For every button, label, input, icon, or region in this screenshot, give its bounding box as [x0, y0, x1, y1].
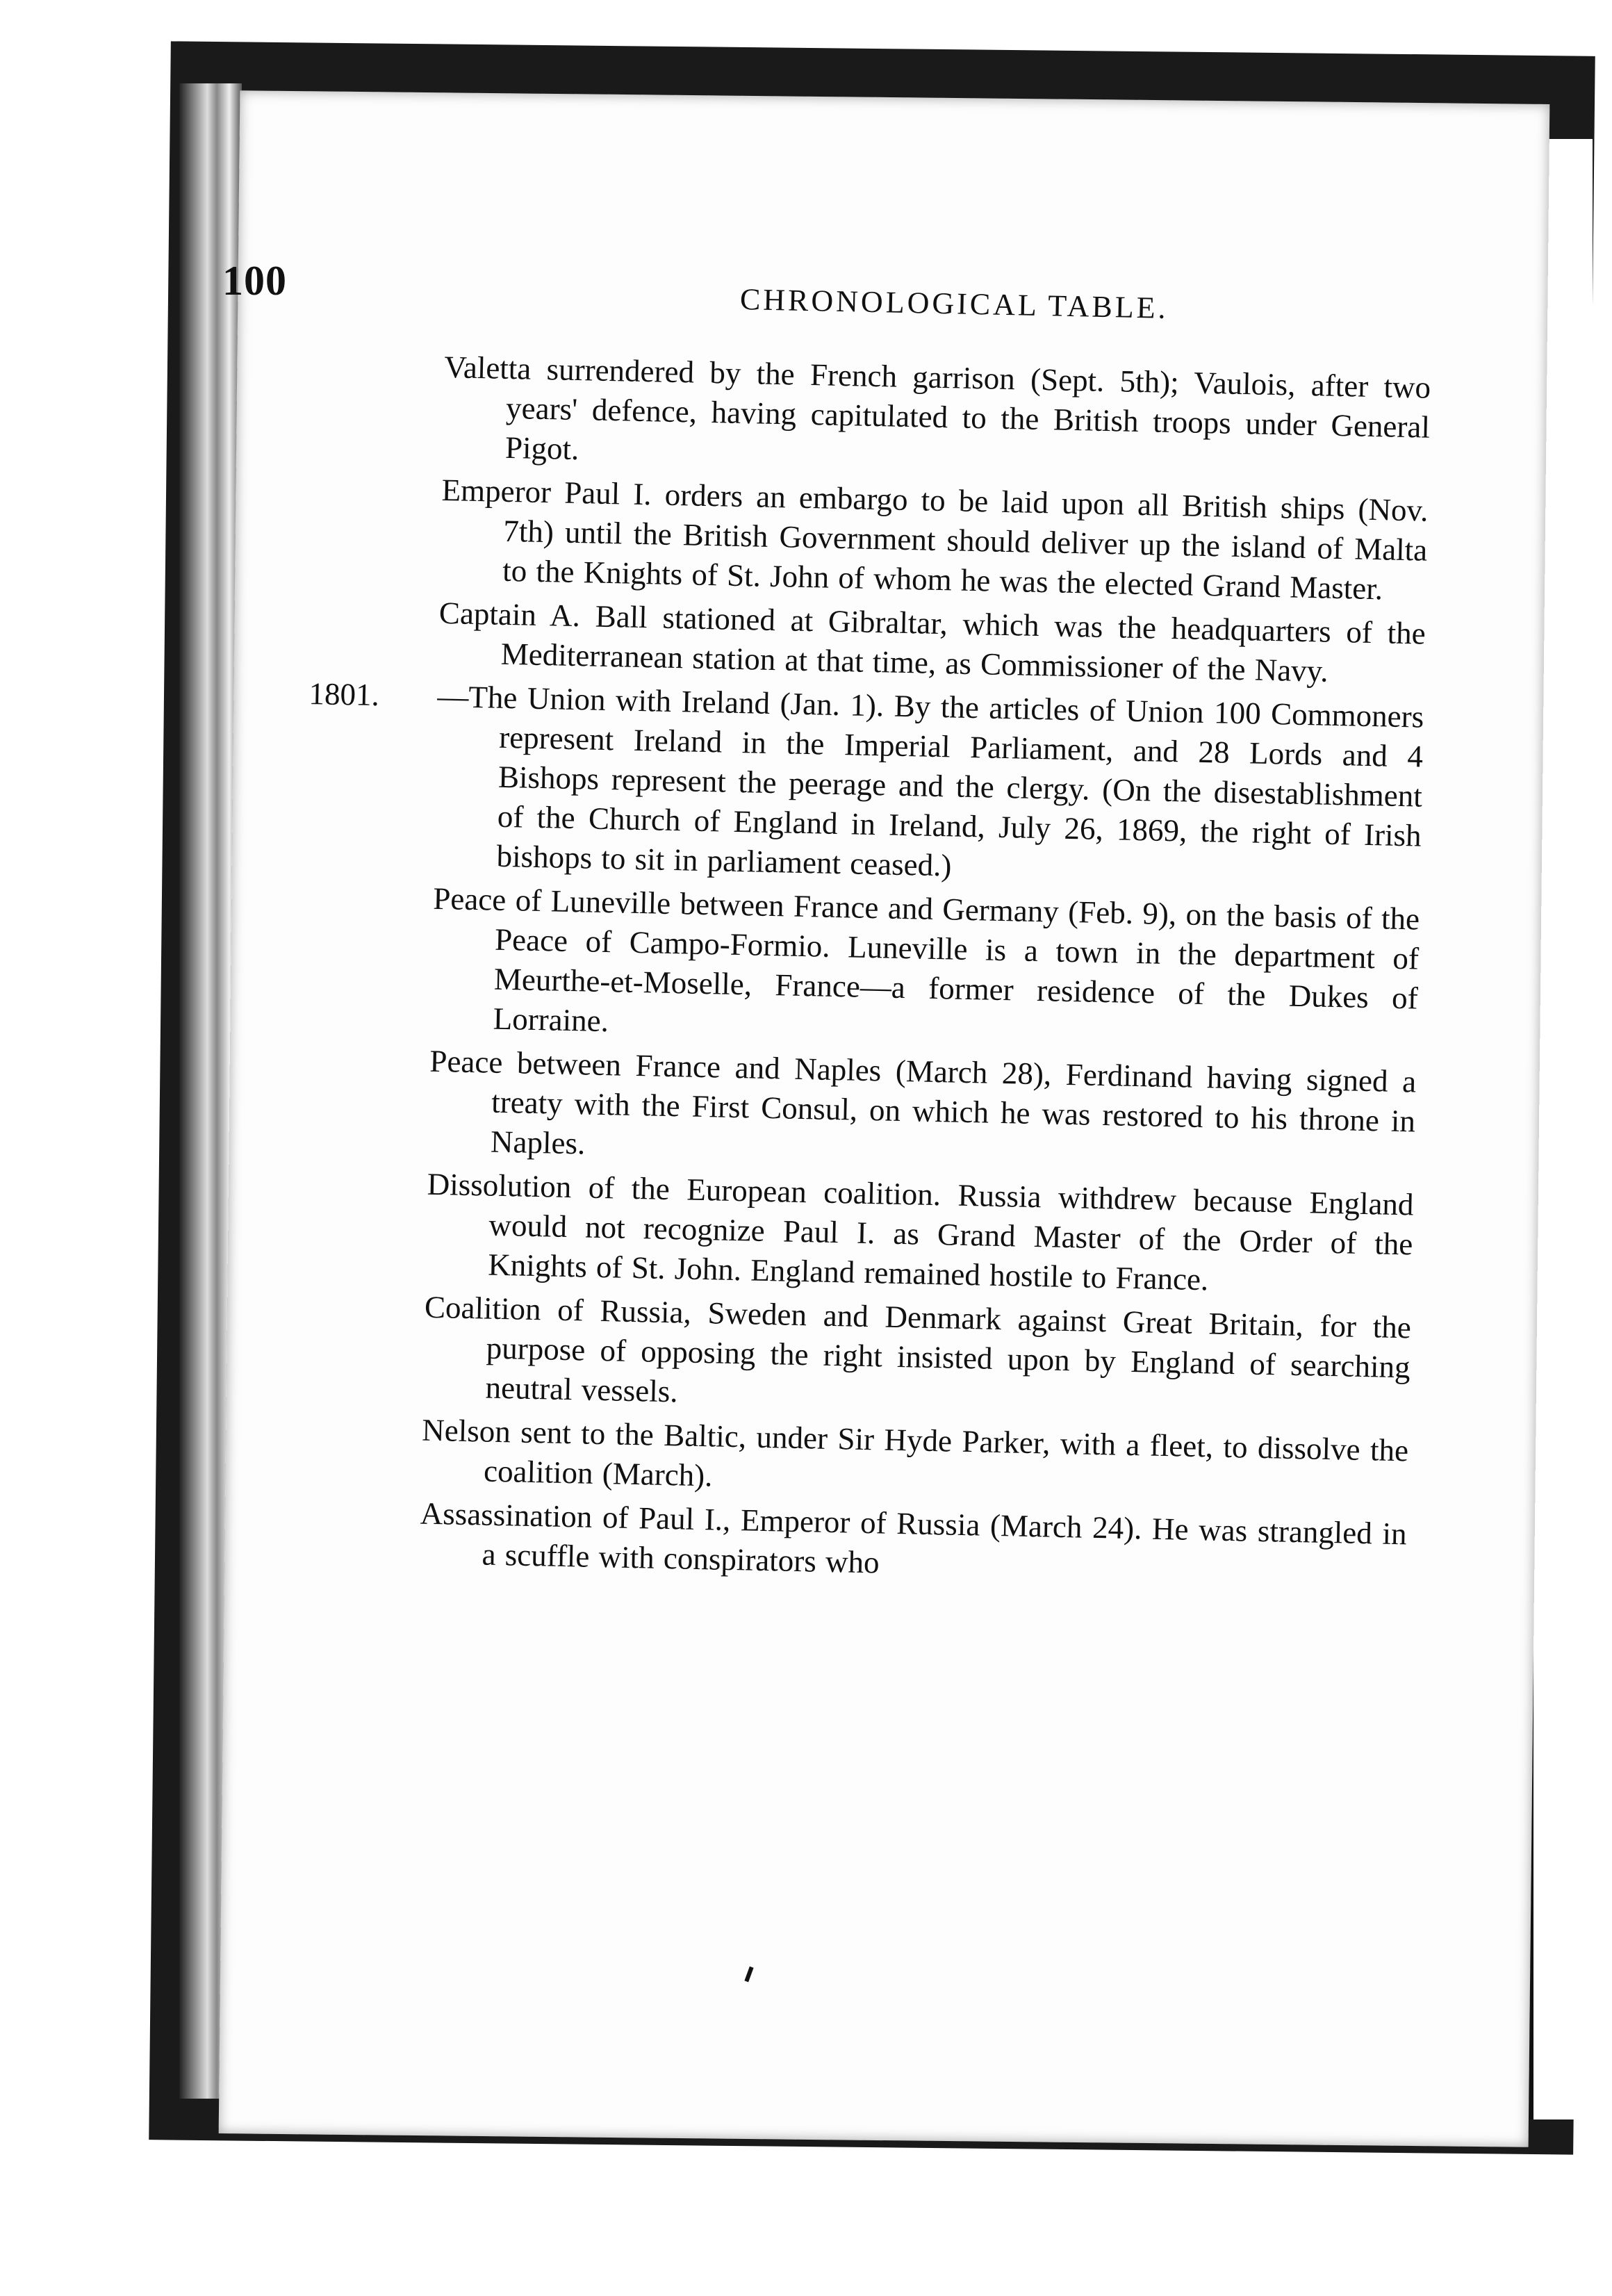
entry-embargo: Emperor Paul I. orders an embargo to be laid upon all British ships (Nov. 7th) until the British Government should deliver up the island of Malta to the Knights of St. John of whom he was the elected Grand Master.	[441, 472, 1429, 607]
page-number: 100	[222, 258, 287, 304]
entry-nelson-baltic: Nelson sent to the Baltic, under Sir Hyde Parker, with a fleet, to dissolve the coalition (March).	[421, 1412, 1409, 1493]
entry-1801-wrap	[309, 676, 1424, 896]
entry-dissolution-coalition: Dissolution of the European coalition. Russia withdrew because England would not recognize Paul I. as Grand Master of the Order of the Knights of St. John. England remained hostile to France.	[427, 1166, 1414, 1297]
entry-union-ireland: —The Union with Ireland (Jan. 1). By the articles of Union 100 Commoners represent Ireland in the Imperial Parliament, and 28 Lords and 4 Bishops represent the peerage and the clergy. (On the disestablishment of the Church of England in Ireland, July 26, 1869, the right of Irish bishops to sit in parliament ceased.)	[436, 678, 1424, 883]
year-label-1801: 1801.	[309, 676, 380, 713]
entry-assassination-paul: Assassination of Paul I., Emperor of Russia (March 24). He was strangled in a scuffle with conspirators who	[420, 1495, 1408, 1580]
entry-peace-luneville: Peace of Luneville between France and Germany (Feb. 9), on the basis of the Peace of Campo-Formio. Luneville is a town in the department of Meurthe-et-Moselle, France—a former residence of the Dukes of Lorraine.	[432, 880, 1420, 1039]
chronology-body	[309, 347, 1431, 1598]
entry-coalition-russia: Coalition of Russia, Sweden and Denmark against Great Britain, for the purpose of opposing the right insisted upon by England of searching neutral vessels.	[424, 1289, 1412, 1409]
running-head: CHRONOLOGICAL TABLE.	[739, 282, 1169, 325]
entry-valetta: Valetta surrendered by the French garrison (Sept. 5th); Vaulois, after two years' defence, having capitulated to the British troops under General Pigot.	[443, 349, 1431, 467]
entry-captain-ball: Captain A. Ball stationed at Gibraltar, which was the headquarters of the Mediterranean station at that time, as Commissioner of the Navy.	[438, 595, 1426, 689]
entry-peace-naples: Peace between France and Naples (March 28), Ferdinand having signed a treaty with the First Consul, on which he was restored to his throne in Naples.	[429, 1043, 1417, 1161]
